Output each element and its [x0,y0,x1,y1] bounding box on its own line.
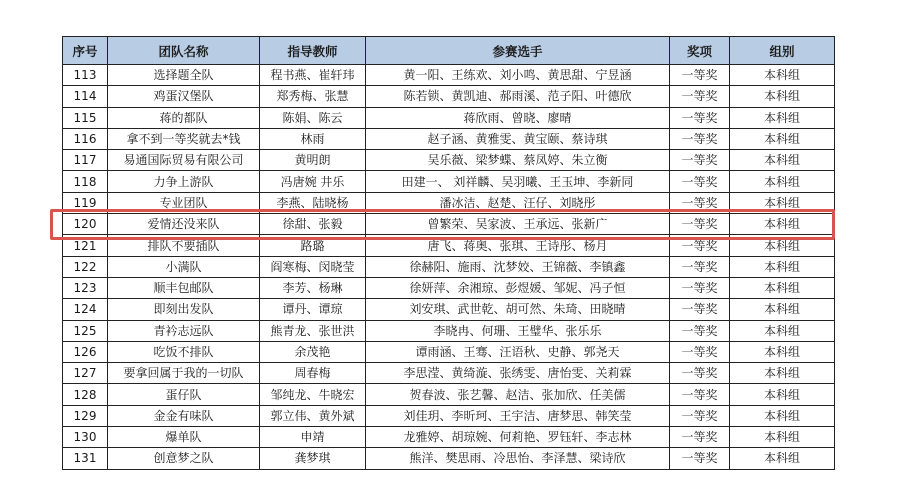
table-row [63,448,835,469]
table-body [63,65,835,470]
table-row [63,384,835,405]
cell-advisor: 李燕、陆晓杨 [260,192,366,213]
header-participants: 参赛选手 [366,37,670,65]
cell-award: 一等奖 [670,405,730,426]
cell-team-name: 选择题全队 [108,65,260,86]
cell-index: 131 [63,448,108,469]
cell-group: 本科组 [730,448,835,469]
table-row [63,86,835,107]
cell-award: 一等奖 [670,171,730,192]
cell-group: 本科组 [730,65,835,86]
table-row [63,192,835,213]
cell-advisor: 李芳、杨琳 [260,277,366,298]
table-row [63,320,835,341]
cell-index: 129 [63,405,108,426]
cell-index: 130 [63,427,108,448]
table-row [63,107,835,128]
cell-team-name: 易通国际贸易有限公司 [108,150,260,171]
cell-award: 一等奖 [670,214,730,235]
cell-participants: 贺春波、张艺馨、赵洁、张加欣、任美儒 [366,384,670,405]
cell-team-name: 力争上游队 [108,171,260,192]
cell-award: 一等奖 [670,448,730,469]
cell-index: 118 [63,171,108,192]
cell-index: 114 [63,86,108,107]
cell-team-name: 吃饭不排队 [108,341,260,362]
cell-advisor: 徐甜、张毅 [260,214,366,235]
cell-group: 本科组 [730,235,835,256]
table-row [63,299,835,320]
cell-participants: 李思滢、黄绮漩、张绣雯、唐怡雯、关莉霖 [366,363,670,384]
cell-group: 本科组 [730,214,835,235]
cell-advisor: 谭丹、谭琼 [260,299,366,320]
cell-participants: 李晓冉、何珊、王璧华、张乐乐 [366,320,670,341]
cell-award: 一等奖 [670,363,730,384]
table-row [63,235,835,256]
awards-table-container [62,36,834,470]
cell-index: 128 [63,384,108,405]
cell-award: 一等奖 [670,427,730,448]
table-row [63,405,835,426]
cell-group: 本科组 [730,427,835,448]
table-row [63,128,835,149]
cell-award: 一等奖 [670,341,730,362]
cell-award: 一等奖 [670,128,730,149]
cell-index: 115 [63,107,108,128]
cell-participants: 熊洋、樊思雨、冷思怡、李泽慧、梁诗欣 [366,448,670,469]
header-award: 奖项 [670,37,730,65]
cell-advisor: 阎寒梅、闵晓莹 [260,256,366,277]
cell-team-name: 鸡蛋汉堡队 [108,86,260,107]
cell-advisor: 周春梅 [260,363,366,384]
cell-group: 本科组 [730,384,835,405]
table-header-row [63,37,835,65]
table-row [63,277,835,298]
cell-group: 本科组 [730,363,835,384]
table-row [63,150,835,171]
cell-index: 120 [63,214,108,235]
cell-index: 122 [63,256,108,277]
cell-participants: 刘安琪、武世乾、胡可然、朱琦、田晓晴 [366,299,670,320]
cell-group: 本科组 [730,256,835,277]
awards-table [62,36,835,470]
cell-index: 117 [63,150,108,171]
cell-participants: 蒋欣雨、曾晓、廖晴 [366,107,670,128]
cell-team-name: 金金有味队 [108,405,260,426]
cell-index: 121 [63,235,108,256]
cell-group: 本科组 [730,150,835,171]
table-row [63,65,835,86]
cell-participants: 龙雅婷、胡琼婉、何莉艳、罗钰轩、李志林 [366,427,670,448]
cell-team-name: 蛋仔队 [108,384,260,405]
cell-group: 本科组 [730,320,835,341]
cell-advisor: 黄明朗 [260,150,366,171]
cell-advisor: 林雨 [260,128,366,149]
cell-advisor: 郭立伟、黄外斌 [260,405,366,426]
header-index: 序号 [63,37,108,65]
table-row [63,171,835,192]
cell-participants: 谭雨涵、王骞、汪语秋、史静、郭尧天 [366,341,670,362]
cell-advisor: 郑秀梅、张慧 [260,86,366,107]
cell-award: 一等奖 [670,86,730,107]
cell-participants: 田建一、 刘祥麟、吴羽曦、王玉坤、李新同 [366,171,670,192]
cell-index: 124 [63,299,108,320]
cell-team-name: 创意梦之队 [108,448,260,469]
table-row [63,427,835,448]
cell-index: 125 [63,320,108,341]
cell-team-name: 拿不到一等奖就去*钱 [108,128,260,149]
cell-award: 一等奖 [670,107,730,128]
table-row [63,214,835,235]
cell-index: 127 [63,363,108,384]
cell-participants: 陈若锁、黄凯迪、郝雨溪、范子阳、叶德欣 [366,86,670,107]
cell-group: 本科组 [730,192,835,213]
cell-index: 113 [63,65,108,86]
cell-award: 一等奖 [670,192,730,213]
cell-team-name: 小满队 [108,256,260,277]
table-row [63,256,835,277]
cell-participants: 刘佳玥、李昕珂、王宇洁、唐梦思、韩笑莹 [366,405,670,426]
cell-advisor: 邹纯龙、牛晓宏 [260,384,366,405]
cell-index: 126 [63,341,108,362]
cell-group: 本科组 [730,341,835,362]
cell-team-name: 专业团队 [108,192,260,213]
cell-award: 一等奖 [670,256,730,277]
cell-advisor: 申靖 [260,427,366,448]
cell-advisor: 程书燕、崔轩玮 [260,65,366,86]
cell-participants: 徐妍萍、余湘琼、彭煜媛、邹妮、冯子恒 [366,277,670,298]
cell-index: 123 [63,277,108,298]
cell-group: 本科组 [730,86,835,107]
cell-index: 119 [63,192,108,213]
cell-index: 116 [63,128,108,149]
cell-team-name: 要拿回属于我的一切队 [108,363,260,384]
cell-award: 一等奖 [670,384,730,405]
table-row [63,363,835,384]
cell-advisor: 陈娟、陈云 [260,107,366,128]
cell-award: 一等奖 [670,299,730,320]
cell-award: 一等奖 [670,65,730,86]
cell-group: 本科组 [730,171,835,192]
cell-team-name: 蒋的都队 [108,107,260,128]
cell-participants: 黄一阳、王练欢、刘小鸣、黄思甜、宁昱涵 [366,65,670,86]
header-group: 组别 [730,37,835,65]
cell-participants: 曾繁荣、吴家波、王承远、张新广 [366,214,670,235]
cell-team-name: 即刻出发队 [108,299,260,320]
cell-advisor: 路璐 [260,235,366,256]
cell-advisor: 余茂艳 [260,341,366,362]
cell-group: 本科组 [730,405,835,426]
cell-award: 一等奖 [670,150,730,171]
cell-advisor: 龚梦琪 [260,448,366,469]
cell-team-name: 顺丰包邮队 [108,277,260,298]
cell-participants: 赵子涵、黄雅雯、黄宝颐、蔡诗琪 [366,128,670,149]
cell-advisor: 熊青龙、张世洪 [260,320,366,341]
cell-group: 本科组 [730,299,835,320]
cell-award: 一等奖 [670,320,730,341]
cell-participants: 唐飞、蒋奥、张琪、王诗彤、杨月 [366,235,670,256]
cell-participants: 徐赫阳、施雨、沈梦姣、王锦薇、李镇鑫 [366,256,670,277]
cell-team-name: 排队不要插队 [108,235,260,256]
cell-group: 本科组 [730,128,835,149]
cell-team-name: 爱情还没来队 [108,214,260,235]
cell-award: 一等奖 [670,235,730,256]
cell-team-name: 青衿志远队 [108,320,260,341]
cell-team-name: 爆单队 [108,427,260,448]
cell-group: 本科组 [730,277,835,298]
cell-participants: 吴乐薇、梁梦蝶、蔡凤婷、朱立衡 [366,150,670,171]
table-row [63,341,835,362]
cell-advisor: 冯唐婉 井乐 [260,171,366,192]
cell-group: 本科组 [730,107,835,128]
cell-award: 一等奖 [670,277,730,298]
header-team-name: 团队名称 [108,37,260,65]
header-advisor: 指导教师 [260,37,366,65]
cell-participants: 潘冰洁、赵楚、汪仔、刘晓彤 [366,192,670,213]
